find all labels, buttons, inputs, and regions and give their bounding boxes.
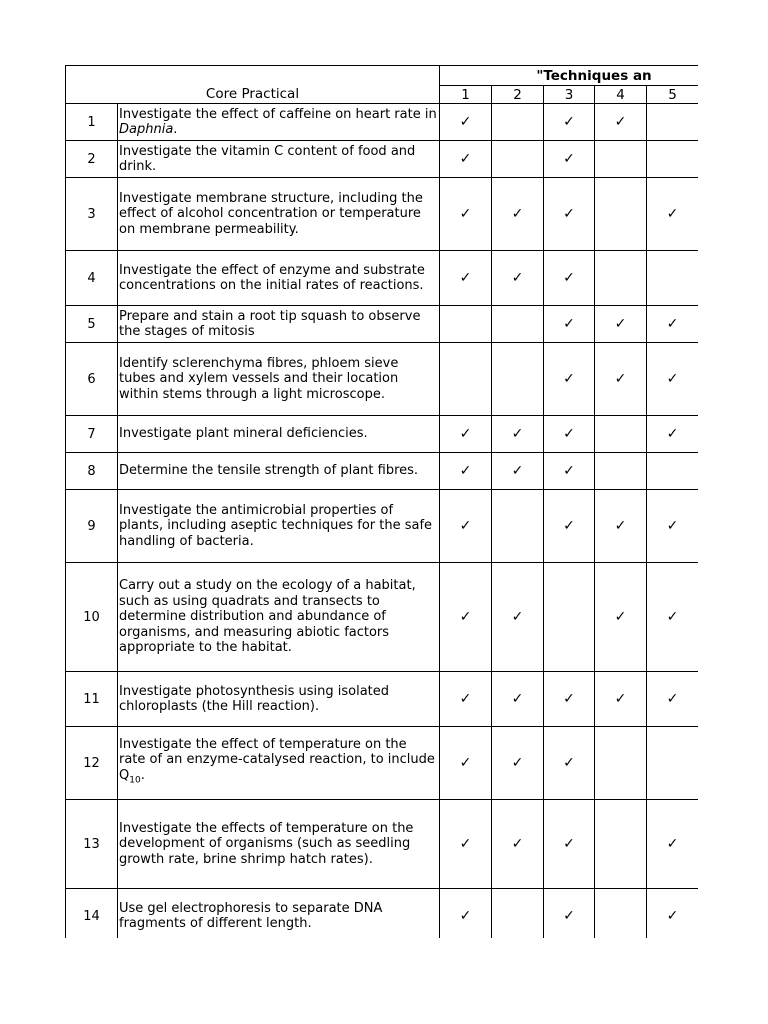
check-mark-icon: ✓ xyxy=(459,463,472,479)
technique-cell-4[interactable] xyxy=(595,416,647,453)
technique-cell-1[interactable] xyxy=(440,104,492,141)
check-mark-icon: ✓ xyxy=(666,371,679,387)
practical-description-cell[interactable]: Investigate membrane structure, including the effect of alcohol concentration or temperature on membrane permeability. xyxy=(118,178,440,251)
technique-cell-2[interactable] xyxy=(492,889,544,939)
check-mark-icon: ✓ xyxy=(666,908,679,924)
practical-description-cell[interactable]: Investigate the effect of temperature on the rate of an enzyme-catalysed reaction, to include $Q_{10}$. xyxy=(118,727,440,800)
technique-cell-2[interactable] xyxy=(492,453,544,490)
core-practical-table xyxy=(65,65,698,938)
practical-number-cell[interactable]: 5 xyxy=(66,306,118,343)
practical-description-cell[interactable]: Investigate the antimicrobial properties of plants, including aseptic techniques for the safe handling of bacteria. xyxy=(118,490,440,563)
technique-cell-5[interactable] xyxy=(647,141,699,178)
table-row xyxy=(66,343,699,416)
technique-cell-4[interactable] xyxy=(595,453,647,490)
technique-cell-5[interactable] xyxy=(647,416,699,453)
table-row xyxy=(66,889,699,939)
technique-cell-1[interactable] xyxy=(440,453,492,490)
technique-cell-3[interactable] xyxy=(544,453,595,490)
check-mark-icon: ✓ xyxy=(511,463,524,479)
check-mark-icon: ✓ xyxy=(614,316,627,332)
practical-description-cell[interactable]: Prepare and stain a root tip squash to observe the stages of mitosis xyxy=(118,306,440,343)
technique-cell-4[interactable] xyxy=(595,889,647,939)
check-mark-icon: ✓ xyxy=(563,270,575,286)
practical-number-cell[interactable]: 3 xyxy=(66,178,118,251)
subscript-10: 10 xyxy=(129,775,141,786)
check-mark-icon: ✓ xyxy=(459,114,472,130)
technique-cell-2[interactable] xyxy=(492,178,544,251)
technique-cell-1[interactable] xyxy=(440,251,492,306)
header-techniques[interactable]: "Techniques an xyxy=(440,66,699,86)
practical-description-cell[interactable]: Carry out a study on the ecology of a habitat, such as using quadrats and transects to determine distribution and abundance of organisms, and measuring abiotic factors appropriate to the habitat. xyxy=(118,563,440,672)
check-mark-icon: ✓ xyxy=(511,206,524,222)
technique-cell-3[interactable] xyxy=(544,563,595,672)
technique-cell-5[interactable] xyxy=(647,178,699,251)
header-col-5[interactable]: 5 xyxy=(647,86,699,104)
technique-cell-3[interactable] xyxy=(544,727,595,800)
technique-cell-1[interactable] xyxy=(440,141,492,178)
technique-cell-2[interactable] xyxy=(492,104,544,141)
technique-cell-4[interactable] xyxy=(595,178,647,251)
practical-description-cell[interactable]: Investigate the effect of enzyme and substrate concentrations on the initial rates of reactions. xyxy=(118,251,440,306)
technique-cell-4[interactable] xyxy=(595,672,647,727)
check-mark-icon: ✓ xyxy=(563,151,575,167)
technique-cell-5[interactable] xyxy=(647,306,699,343)
technique-cell-3[interactable] xyxy=(544,178,595,251)
technique-cell-5[interactable] xyxy=(647,889,699,939)
check-mark-icon: ✓ xyxy=(459,270,472,286)
table-row xyxy=(66,416,699,453)
technique-cell-3[interactable] xyxy=(544,416,595,453)
table-row xyxy=(66,672,699,727)
check-mark-icon: ✓ xyxy=(563,426,575,442)
check-mark-icon: ✓ xyxy=(614,114,627,130)
check-mark-icon: ✓ xyxy=(459,206,472,222)
technique-cell-3[interactable] xyxy=(544,306,595,343)
check-mark-icon: ✓ xyxy=(563,836,575,852)
technique-cell-3[interactable] xyxy=(544,672,595,727)
technique-cell-3[interactable] xyxy=(544,104,595,141)
practical-number-cell[interactable]: 13 xyxy=(66,800,118,889)
technique-cell-1[interactable] xyxy=(440,178,492,251)
technique-cell-4[interactable] xyxy=(595,563,647,672)
table-row xyxy=(66,727,699,800)
technique-cell-3[interactable] xyxy=(544,889,595,939)
check-mark-icon: ✓ xyxy=(563,908,575,924)
technique-cell-5[interactable] xyxy=(647,490,699,563)
technique-cell-5[interactable] xyxy=(647,343,699,416)
check-mark-icon: ✓ xyxy=(459,755,472,771)
technique-cell-2[interactable] xyxy=(492,416,544,453)
check-mark-icon: ✓ xyxy=(563,755,575,771)
table-row xyxy=(66,306,699,343)
practical-number-cell[interactable]: 4 xyxy=(66,251,118,306)
technique-cell-5[interactable] xyxy=(647,453,699,490)
check-mark-icon: ✓ xyxy=(511,270,524,286)
check-mark-icon: ✓ xyxy=(614,691,627,707)
technique-cell-2[interactable] xyxy=(492,343,544,416)
check-mark-icon: ✓ xyxy=(614,371,627,387)
practical-description-cell[interactable]: Investigate the vitamin C content of food and drink. xyxy=(118,141,440,178)
check-mark-icon: ✓ xyxy=(511,691,524,707)
check-mark-icon: ✓ xyxy=(563,518,575,534)
technique-cell-2[interactable] xyxy=(492,306,544,343)
check-mark-icon: ✓ xyxy=(511,609,524,625)
check-mark-icon: ✓ xyxy=(666,426,679,442)
technique-cell-4[interactable] xyxy=(595,141,647,178)
practical-number-cell[interactable]: 14 xyxy=(66,889,118,939)
technique-cell-1[interactable] xyxy=(440,416,492,453)
technique-cell-5[interactable] xyxy=(647,251,699,306)
spreadsheet-view xyxy=(65,65,698,938)
species-name: Daphnia xyxy=(119,122,174,137)
technique-cell-1[interactable] xyxy=(440,800,492,889)
technique-cell-4[interactable] xyxy=(595,251,647,306)
practical-number-cell[interactable]: 12 xyxy=(66,727,118,800)
practical-description-cell[interactable]: Identify sclerenchyma fibres, phloem sieve tubes and xylem vessels and their location within stems through a light microscope. xyxy=(118,343,440,416)
check-mark-icon: ✓ xyxy=(563,691,575,707)
check-mark-icon: ✓ xyxy=(614,518,627,534)
table-row xyxy=(66,453,699,490)
check-mark-icon: ✓ xyxy=(666,691,679,707)
technique-cell-1[interactable] xyxy=(440,563,492,672)
table-row xyxy=(66,178,699,251)
table-row xyxy=(66,490,699,563)
header-col-4[interactable]: 4 xyxy=(595,86,647,104)
practical-number-cell[interactable]: 6 xyxy=(66,343,118,416)
table-row xyxy=(66,563,699,672)
technique-cell-5[interactable] xyxy=(647,104,699,141)
practical-description-cell[interactable]: Use gel electrophoresis to separate DNA fragments of different length. xyxy=(118,889,440,939)
check-mark-icon: ✓ xyxy=(614,609,627,625)
technique-cell-5[interactable] xyxy=(647,563,699,672)
check-mark-icon: ✓ xyxy=(666,836,679,852)
technique-cell-4[interactable] xyxy=(595,727,647,800)
technique-cell-2[interactable] xyxy=(492,251,544,306)
practical-number-cell[interactable]: 7 xyxy=(66,416,118,453)
check-mark-icon: ✓ xyxy=(666,206,679,222)
practical-number-cell[interactable]: 11 xyxy=(66,672,118,727)
header-col-2[interactable]: 2 xyxy=(492,86,544,104)
technique-cell-4[interactable] xyxy=(595,306,647,343)
check-mark-icon: ✓ xyxy=(459,426,472,442)
practical-number-cell[interactable]: 9 xyxy=(66,490,118,563)
check-mark-icon: ✓ xyxy=(459,691,472,707)
technique-cell-3[interactable] xyxy=(544,251,595,306)
check-mark-icon: ✓ xyxy=(459,151,472,167)
technique-cell-2[interactable] xyxy=(492,141,544,178)
technique-cell-3[interactable] xyxy=(544,800,595,889)
technique-cell-4[interactable] xyxy=(595,490,647,563)
table-row xyxy=(66,251,699,306)
check-mark-icon: ✓ xyxy=(563,114,575,130)
header-col-1[interactable]: 1 xyxy=(440,86,492,104)
check-mark-icon: ✓ xyxy=(459,908,472,924)
practical-description-cell[interactable]: Determine the tensile strength of plant fibres. xyxy=(118,453,440,490)
technique-cell-4[interactable] xyxy=(595,104,647,141)
technique-cell-2[interactable] xyxy=(492,563,544,672)
technique-cell-2[interactable] xyxy=(492,800,544,889)
check-mark-icon: ✓ xyxy=(666,518,679,534)
practical-description-cell[interactable]: Investigate plant mineral deficiencies. xyxy=(118,416,440,453)
check-mark-icon: ✓ xyxy=(459,518,472,534)
table-row xyxy=(66,141,699,178)
technique-cell-4[interactable] xyxy=(595,800,647,889)
practical-number-cell[interactable]: 8 xyxy=(66,453,118,490)
check-mark-icon: ✓ xyxy=(459,836,472,852)
technique-cell-2[interactable] xyxy=(492,672,544,727)
technique-cell-1[interactable] xyxy=(440,889,492,939)
table-row xyxy=(66,104,699,141)
check-mark-icon: ✓ xyxy=(563,371,575,387)
technique-cell-5[interactable] xyxy=(647,672,699,727)
practical-description-cell[interactable]: Investigate photosynthesis using isolated chloroplasts (the Hill reaction). xyxy=(118,672,440,727)
practical-description-cell[interactable]: Investigate the effects of temperature on the development of organisms (such as seedling growth rate, brine shrimp hatch rates). xyxy=(118,800,440,889)
technique-cell-3[interactable] xyxy=(544,141,595,178)
header-col-3[interactable]: 3 xyxy=(544,86,595,104)
check-mark-icon: ✓ xyxy=(563,316,575,332)
technique-cell-3[interactable] xyxy=(544,490,595,563)
technique-cell-5[interactable] xyxy=(647,727,699,800)
technique-cell-5[interactable] xyxy=(647,800,699,889)
technique-cell-1[interactable] xyxy=(440,343,492,416)
check-mark-icon: ✓ xyxy=(459,609,472,625)
technique-cell-1[interactable] xyxy=(440,672,492,727)
technique-cell-1[interactable] xyxy=(440,306,492,343)
table-row xyxy=(66,800,699,889)
practical-description-cell[interactable]: Investigate the effect of caffeine on heart rate in Daphnia. xyxy=(118,104,440,141)
practical-number-cell[interactable]: 1 xyxy=(66,104,118,141)
check-mark-icon: ✓ xyxy=(563,463,575,479)
technique-cell-4[interactable] xyxy=(595,343,647,416)
practical-number-cell[interactable]: 2 xyxy=(66,141,118,178)
technique-cell-1[interactable] xyxy=(440,490,492,563)
check-mark-icon: ✓ xyxy=(666,609,679,625)
check-mark-icon: ✓ xyxy=(511,426,524,442)
header-core-practical[interactable]: Core Practical xyxy=(66,66,440,104)
check-mark-icon: ✓ xyxy=(563,206,575,222)
technique-cell-2[interactable] xyxy=(492,727,544,800)
practical-number-cell[interactable]: 10 xyxy=(66,563,118,672)
check-mark-icon: ✓ xyxy=(666,316,679,332)
check-mark-icon: ✓ xyxy=(511,836,524,852)
technique-cell-1[interactable] xyxy=(440,727,492,800)
check-mark-icon: ✓ xyxy=(511,755,524,771)
technique-cell-3[interactable] xyxy=(544,343,595,416)
technique-cell-2[interactable] xyxy=(492,490,544,563)
